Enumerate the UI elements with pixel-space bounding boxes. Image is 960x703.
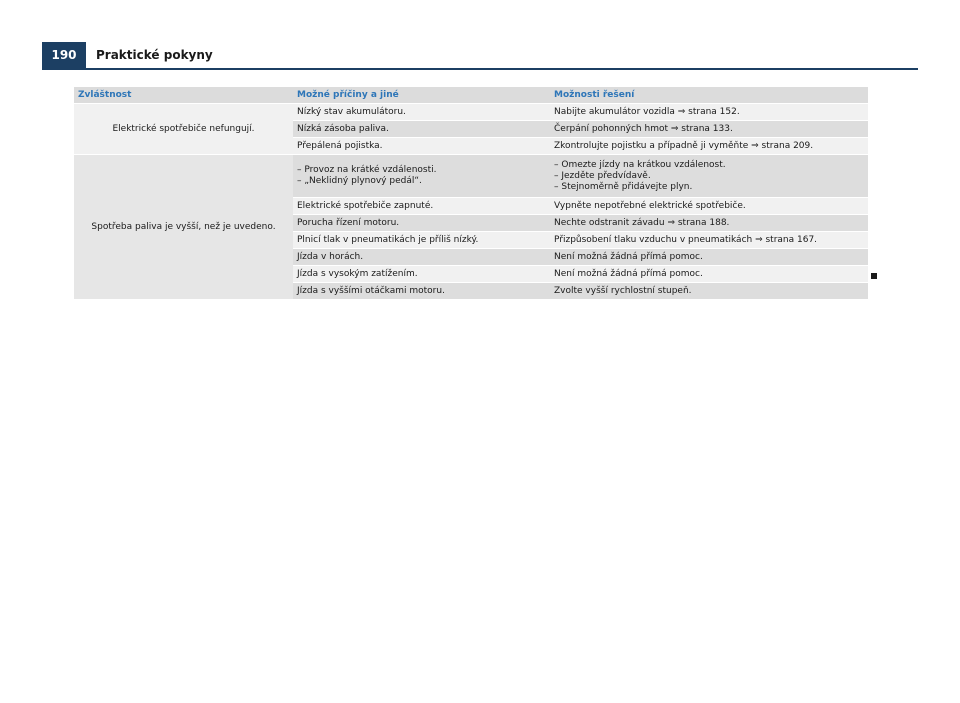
column-header-causes: Možné příčiny a jiné (293, 87, 550, 104)
solution-line: – Stejnoměrně přidávejte plyn. (554, 181, 693, 192)
solution-cell: Není možná žádná přímá pomoc. (550, 249, 868, 266)
troubleshooting-table (74, 87, 868, 299)
cause-cell: Jízda s vysokým zatížením. (293, 266, 550, 283)
solution-cell: Nabijte akumulátor vozidla ⇒ strana 152. (550, 104, 868, 121)
solution-cell: Není možná žádná přímá pomoc. (550, 266, 868, 283)
cause-cell: Přepálená pojistka. (293, 138, 550, 155)
cause-cell (293, 155, 550, 198)
solution-cell (550, 155, 868, 198)
solution-cell: Přizpůsobení tlaku vzduchu v pneumatikách ⇒ strana 167. (550, 232, 868, 249)
solution-cell: Zvolte vyšší rychlostní stupeň. (550, 283, 868, 300)
cause-cell: Porucha řízení motoru. (293, 215, 550, 232)
solution-cell: Vypněte nepotřebné elektrické spotřebiče. (550, 198, 868, 215)
table-header-row (74, 87, 868, 104)
cause-line: – Provoz na krátké vzdálenosti. (297, 165, 437, 175)
table-row (74, 104, 868, 121)
cause-cell: Jízda v horách. (293, 249, 550, 266)
cause-cell: Plnicí tlak v pneumatikách je příliš nízký. (293, 232, 550, 249)
cause-cell: Jízda s vyššími otáčkami motoru. (293, 283, 550, 300)
section-end-marker (871, 273, 877, 279)
feature-cell: Elektrické spotřebiče nefungují. (74, 104, 293, 155)
column-header-feature: Zvláštnost (74, 87, 293, 104)
feature-cell: Spotřeba paliva je vyšší, než je uvedeno. (74, 155, 293, 300)
table-row (74, 155, 868, 198)
cause-cell: Elektrické spotřebiče zapnuté. (293, 198, 550, 215)
cause-cell: Nízká zásoba paliva. (293, 121, 550, 138)
cause-line: – „Neklidný plynový pedál“. (297, 176, 422, 186)
page-title: Praktické pokyny (96, 48, 213, 62)
solution-cell: Čerpání pohonných hmot ⇒ strana 133. (550, 121, 868, 138)
solution-line: – Jezděte předvídavě. (554, 170, 651, 181)
page-number: 190 (42, 42, 86, 68)
page-header (42, 42, 918, 70)
cause-cell: Nízký stav akumulátoru. (293, 104, 550, 121)
solution-cell: Nechte odstranit závadu ⇒ strana 188. (550, 215, 868, 232)
solution-line: – Omezte jízdy na krátkou vzdálenost. (554, 159, 726, 170)
solution-cell: Zkontrolujte pojistku a případně ji vyměňte ⇒ strana 209. (550, 138, 868, 155)
column-header-solutions: Možnosti řešení (550, 87, 868, 104)
